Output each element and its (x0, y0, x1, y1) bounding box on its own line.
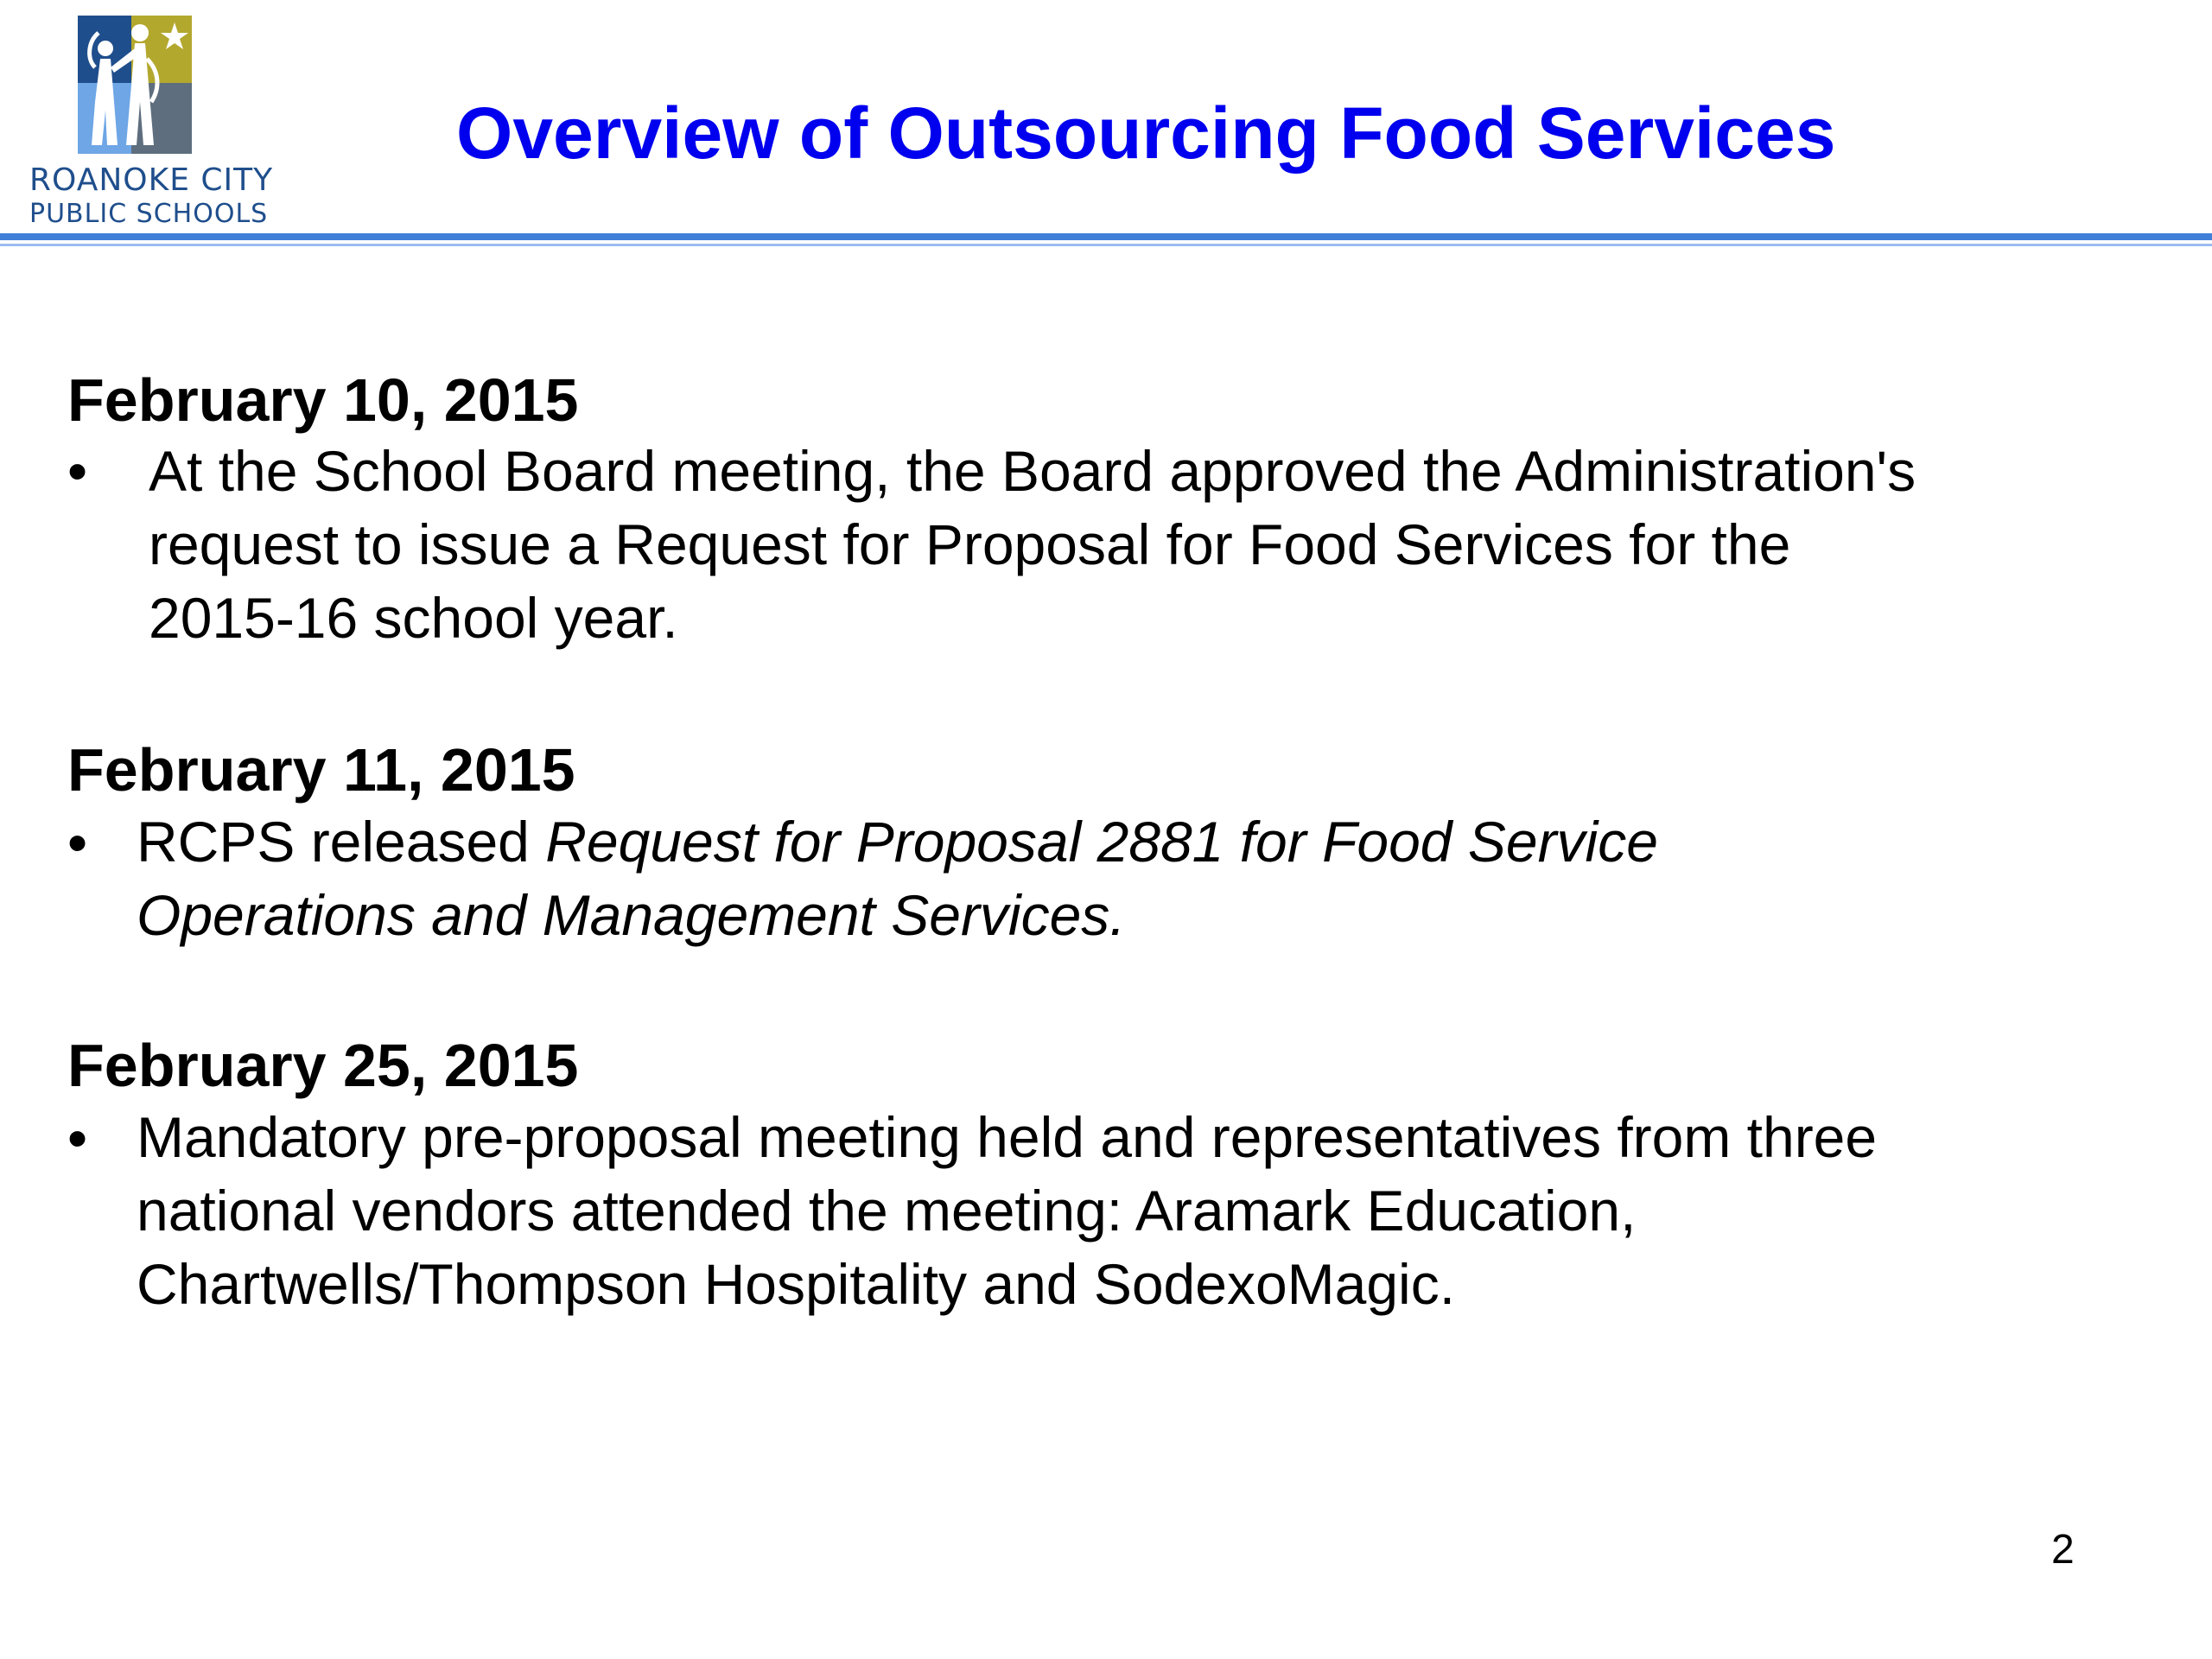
rfp-title-part2: Operations and Management Services. (137, 883, 1126, 947)
logo-emblem-icon (9, 7, 259, 162)
bullet-text-line: At the School Board meeting, the Board approved the Administration's (149, 439, 1916, 503)
rfp-title-part1: Request for Proposal 2881 for Food Service (545, 810, 1658, 874)
page-number: 2 (2051, 1527, 2075, 1573)
bullet-text-line: 2015-16 school year. (149, 586, 678, 650)
bullet-text-line: Mandatory pre-proposal meeting held and representatives from three (137, 1105, 1878, 1169)
section-date: February 11, 2015 (67, 736, 575, 804)
bullet-text-prefix: RCPS released (137, 810, 546, 874)
bullet-text (137, 805, 1658, 952)
title-divider-thin (0, 244, 2212, 246)
bullet-text-line: request to issue a Request for Proposal for Food Services for the (149, 512, 1791, 576)
bullet-icon: • (67, 439, 88, 503)
bullet-text (149, 435, 1916, 655)
school-logo (9, 7, 274, 233)
bullet-text-line: Chartwells/Thompson Hospitality and SodexoMagic. (137, 1252, 1456, 1316)
title-divider (0, 233, 2212, 240)
logo-text-line1: ROANOKE CITY (29, 162, 274, 198)
bullet-icon: • (67, 1106, 88, 1170)
slide-title: Overview of Outsourcing Food Services (456, 92, 1836, 174)
bullet-text-line: national vendors attended the meeting: Aramark Education, (137, 1179, 1637, 1243)
bullet-text (137, 1101, 1877, 1321)
bullet-text-line (137, 805, 1658, 879)
section-date: February 10, 2015 (67, 366, 579, 434)
bullet-icon: • (67, 810, 88, 874)
logo-text-line2: PUBLIC SCHOOLS (29, 199, 269, 229)
section-date: February 25, 2015 (67, 1032, 579, 1099)
